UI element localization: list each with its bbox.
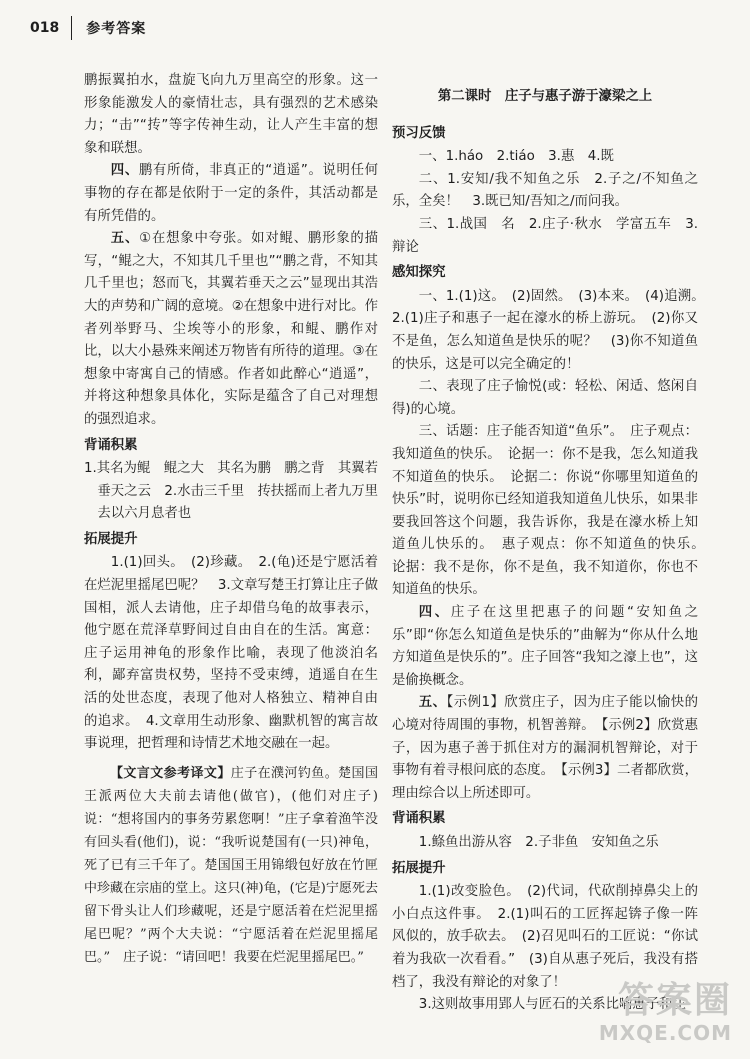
header-divider bbox=[71, 16, 72, 40]
preview-answer-1: 一、1.háo 2.tiáo 3.惠 4.既 bbox=[418, 149, 614, 165]
page-header bbox=[30, 14, 330, 42]
right-extend-answers-1: 1.(1)改变脸色。 (2)代词，代砍削掉鼻尖上的小白点这件事。 2.(1)叫石的工匠挥起锛子像一阵风似的，放手砍去。 (2)召见叫石的工匠说：“你试着为我砍一次看看。” (3)自从惠子死后，我没有搭档了，我没有辩论的对象了！ bbox=[392, 884, 698, 990]
section-heading-recite-right: 背诵积累 bbox=[392, 811, 446, 827]
left-paragraph-3: 五、①在想象中夸张。如对鲲、鹏形象的描写，“鲲之大，不知其几千里也”“鹏之背，不知其几千里也；怒而飞，其翼若垂天之云”显现出其浩大的声势和广阔的意境。②在想象中进行对比。作者列举野马、尘埃等小的形象，和鲲、鹏作对比，以大小悬殊来阐述万物皆有所待的道理。③在想象中寄寓自己的情感。作者如此醉心“逍遥”，并将这种想象具体化，实际是蕴含了自己对理想的强烈追求。 bbox=[84, 231, 378, 427]
watermark bbox=[582, 981, 732, 1051]
watermark-url: MXQE.COM bbox=[598, 1021, 732, 1045]
section-heading-extend-right: 拓展提升 bbox=[392, 860, 446, 876]
page-number: 018 bbox=[30, 20, 60, 36]
section-heading-explore: 感知探究 bbox=[392, 265, 446, 281]
header-title: 参考答案 bbox=[86, 21, 147, 37]
explore-answer-2: 二、表现了庄子愉悦(或：轻松、闲适、悠闲自得)的心境。 bbox=[392, 379, 698, 417]
preview-answer-2: 二、1.安知/我不知鱼之乐 2.子之/不知鱼之乐，全矣！ 3.既已知/吾知之/而问我。 bbox=[392, 171, 698, 210]
right-column bbox=[392, 70, 712, 1017]
left-paragraph-1: 鹏振翼拍水，盘旋飞向九万里高空的形象。这一形象能激发人的豪情壮志，具有强烈的艺术感染力；“击”“抟”等字传神生动，让人产生丰富的想象和联想。 bbox=[84, 73, 378, 156]
translation-paragraph: 【文言文参考译文】庄子在濮河钓鱼。楚国国王派两位大夫前去请他(做官)，(他们对庄子)说：“想将国内的事务劳累您啊！”庄子拿着渔竿没有回头看(他们)，说：“我听说楚国有(一只)神龟，死了已有三千年了。楚国国王用锦缎包好放在竹匣中珍藏在宗庙的堂上。这只(神)龟，(它是)宁愿死去留下骨头让人们珍藏呢，还是宁愿活着在烂泥里摇尾巴呢？”两个大夫说：“宁愿活着在烂泥里摇尾巴。” 庄子说：“请回吧！我要在烂泥里摇尾巴。” bbox=[84, 765, 378, 965]
section-heading-extend: 拓展提升 bbox=[84, 531, 138, 547]
lesson-title: 第二课时 庄子与惠子游于濠梁之上 bbox=[437, 89, 653, 104]
section-heading-recite: 背诵积累 bbox=[84, 437, 138, 453]
watermark-logo-text: 答案圈 bbox=[617, 980, 732, 1021]
preview-answer-3: 三、1.战国 名 2.庄子·秋水 学富五车 3.辩论 bbox=[392, 216, 698, 255]
explore-answer-5: 五、【示例1】欣赏庄子，因为庄子能以愉快的心境对待周围的事物，机智善辩。 【示例2】欣赏惠子，因为惠子善于抓住对方的漏洞机智辩论，对于事物有着寻根问底的态度。 【示例3】二者都欣赏，理由综合以上所述即可。 bbox=[392, 695, 699, 801]
left-extend-answers: 1.(1)回头。 (2)珍藏。 2.(龟)还是宁愿活着在烂泥里摇尾巴呢？ 3.文章写楚王打算让庄子做国相，派人去请他，庄子却借乌龟的故事表示，他宁愿在荒泽草野间过自由自在的生活。寓意：庄子运用神龟的形象作比喻，表现了他淡泊名利，鄙弃富贵权势，坚持不受束缚，逍遥自在生活的处世态度，表现了他对人格独立、精神自由的追求。 4.文章用生动形象、幽默机智的寓言故事说理，把哲理和诗情艺术地交融在一起。 bbox=[84, 555, 378, 752]
right-extend-answers-2: 3.这则故事用郢人与匠石的关系比喻惠子和庄 bbox=[418, 997, 686, 1013]
explore-answer-1: 一、1.(1)这。 (2)固然。 (3)本来。 (4)追溯。 2.(1)庄子和惠子一起在濠水的桥上游玩。 (2)你又不是鱼，怎么知道鱼是快乐的呢？ (3)你不知道鱼的快乐，这是可以完全确定的！ bbox=[392, 288, 712, 372]
left-column bbox=[84, 70, 392, 969]
explore-answer-4: 四、庄子在这里把惠子的问题“安知鱼之乐”即“你怎么知道鱼是快乐的”曲解为“你从什么地方知道鱼是快乐的”。庄子回答“我知之濠上也”，这是偷换概念。 bbox=[392, 605, 698, 688]
left-recite-answers: 1.其名为鲲 鲲之大 其名为鹏 鹏之背 其翼若垂天之云 2.水击三千里 抟扶摇而上者九万里 去以六月息者也 bbox=[84, 461, 392, 522]
left-paragraph-2: 四、鹏有所倚，非真正的“逍遥”。说明任何事物的存在都是依附于一定的条件，其活动都是有所凭借的。 bbox=[84, 163, 379, 224]
right-recite-answers: 1.鲦鱼出游从容 2.子非鱼 安知鱼之乐 bbox=[418, 835, 659, 850]
section-heading-preview: 预习反馈 bbox=[392, 125, 446, 141]
explore-answer-3: 三、话题：庄子能否知道“鱼乐”。 庄子观点：我知道鱼的快乐。 论据一：你不是我，怎么知道我不知道鱼的快乐。 论据二：你说“你哪里知道鱼的快乐”时，说明你已经知道我知道鱼儿快乐，如果非要我回答这个问题，我告诉你，我是在濠水桥上知道鱼儿快乐的。 惠子观点：你不知道鱼的快乐。 论据：我不是你，你不是鱼，我不知道你，你也不知道鱼的快乐。 bbox=[392, 424, 712, 598]
